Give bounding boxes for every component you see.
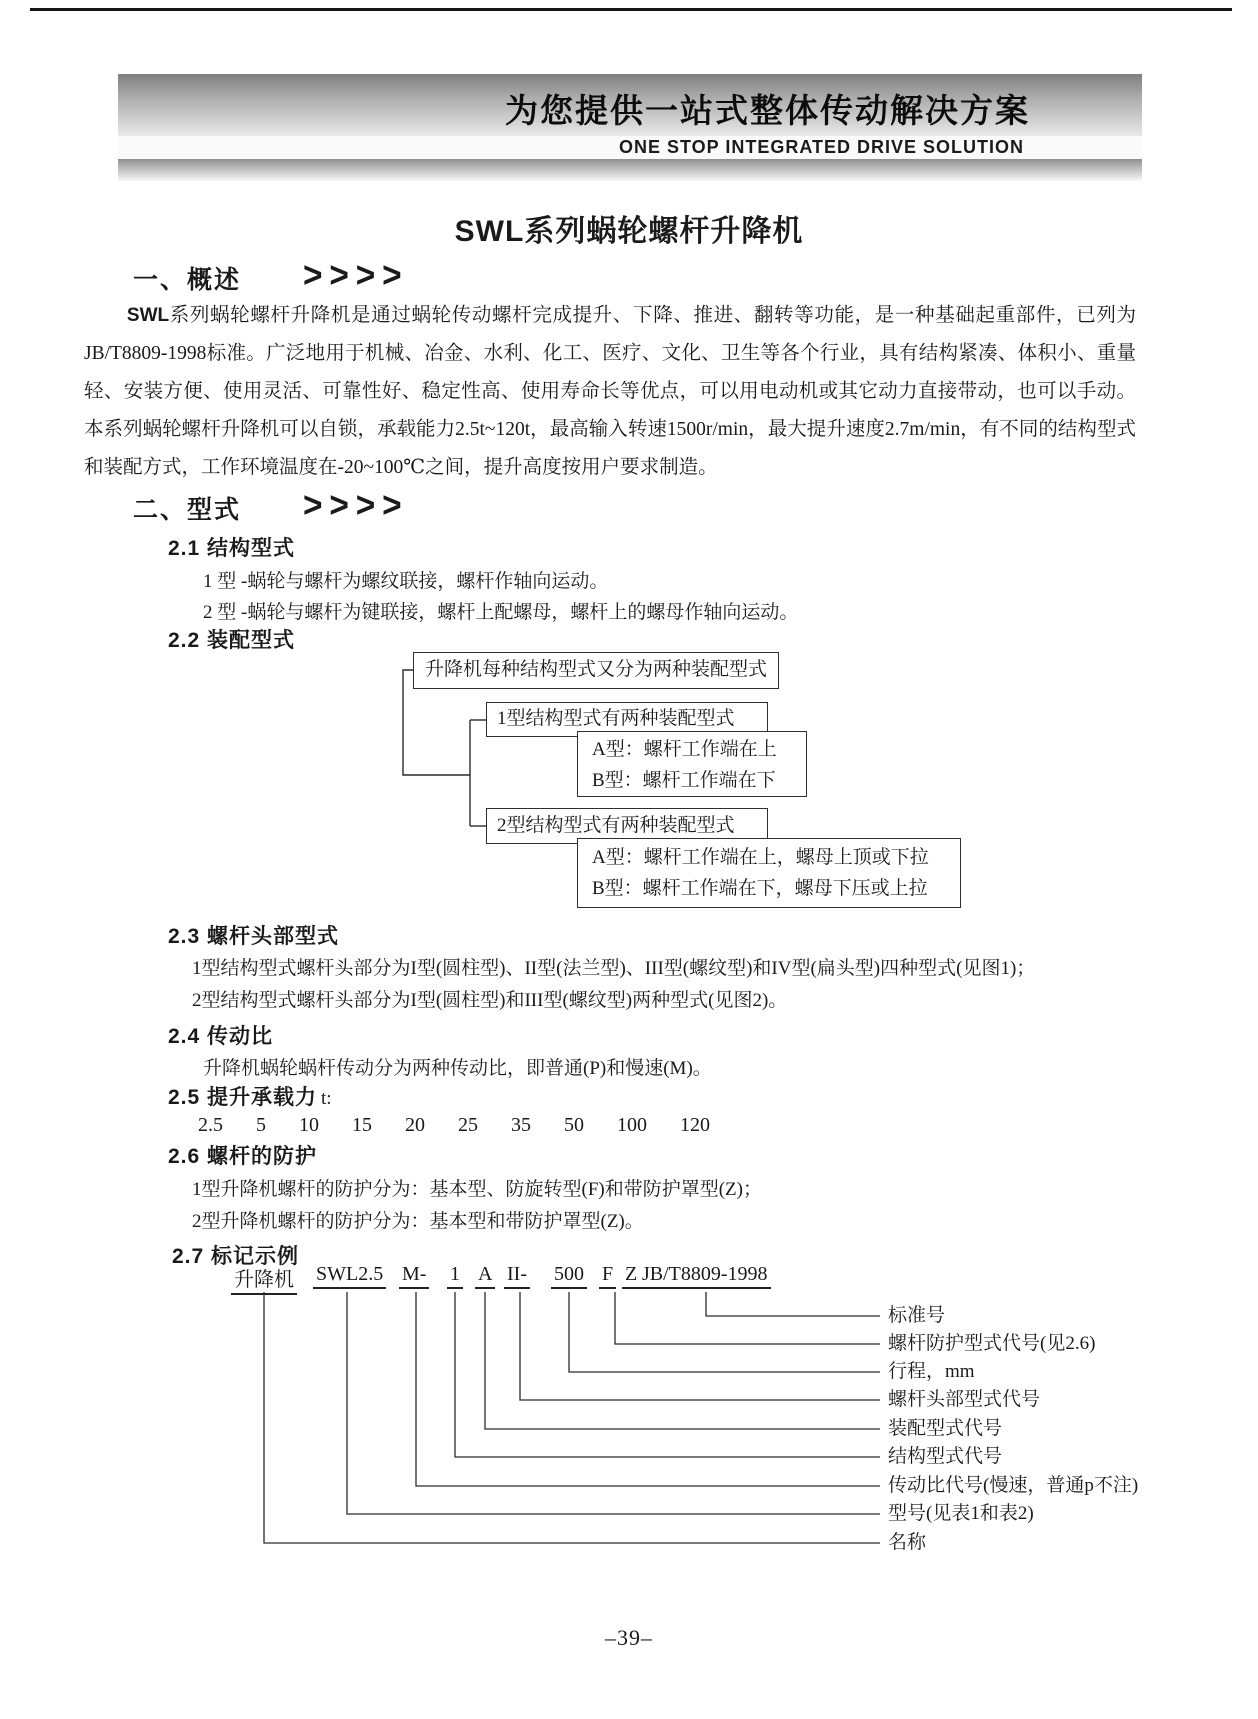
load-value: 35 [511, 1114, 531, 1136]
label-travel: 行程，mm [888, 1361, 975, 1382]
overview-lead: SWL [126, 305, 170, 326]
label-standard: 标准号 [888, 1305, 946, 1326]
s27-heading: 2.7 标记示例 [172, 1245, 300, 1268]
diagram-type1-box: 1型结构型式有两种装配型式 [486, 702, 768, 737]
load-value: 120 [680, 1114, 710, 1136]
s23-item-1: 1型结构型式螺杆头部分为I型(圆柱型)、II型(法兰型)、III型(螺纹型)和IV型(扁头型)四种型式(见图1)； [192, 958, 1036, 979]
label-structure: 结构型式代号 [888, 1446, 1003, 1467]
code-protection-z: Z [622, 1263, 640, 1289]
code-travel: 500 [551, 1263, 587, 1289]
s24-item-1: 升降机蜗轮蜗杆传动分为两种传动比，即普通(P)和慢速(M)。 [203, 1058, 712, 1079]
header-english-strip [118, 136, 1142, 159]
diagram-type2-ab-box [577, 838, 961, 908]
code-standard: JB/T8809-1998 [639, 1263, 771, 1289]
load-value: 5 [256, 1114, 266, 1136]
s22-heading: 2.2 装配型式 [168, 629, 296, 652]
s26-item-2: 2型升降机螺杆的防护分为：基本型和带防护罩型(Z)。 [192, 1211, 644, 1232]
diagram-type1-a: A型：螺杆工作端在上 [592, 739, 777, 760]
load-value: 25 [458, 1114, 478, 1136]
s25-values-row [198, 1114, 710, 1137]
s24-heading: 2.4 传动比 [168, 1025, 274, 1048]
s21-item-1: 1 型 -蜗轮与螺杆为螺纹联接，螺杆作轴向运动。 [203, 571, 609, 592]
s23-heading: 2.3 螺杆头部型式 [168, 925, 340, 948]
code-ratio: M- [399, 1263, 429, 1289]
diagram-type1-b: B型：螺杆工作端在下 [592, 770, 776, 791]
label-assembly: 装配型式代号 [888, 1418, 1003, 1439]
s25-unit: t: [321, 1088, 332, 1109]
diagram-root-box: 升降机每种结构型式又分为两种装配型式 [413, 652, 779, 689]
chevrons-icon: >>>> [303, 485, 409, 526]
code-assembly: A [475, 1263, 495, 1289]
code-model: SWL2.5 [313, 1263, 386, 1289]
load-value: 2.5 [198, 1114, 223, 1136]
diagram-type1-ab-box [577, 731, 807, 797]
header-gray-bar [118, 159, 1142, 181]
label-model: 型号(见表1和表2) [888, 1503, 1034, 1524]
section2-heading: 二、型式 [133, 496, 242, 524]
load-value: 100 [617, 1114, 647, 1136]
section2-heading-row [133, 485, 409, 526]
load-value: 50 [564, 1114, 584, 1136]
s25-heading: 2.5 提升承载力 [168, 1086, 318, 1109]
s26-item-1: 1型升降机螺杆的防护分为：基本型、防旋转型(F)和带防护罩型(Z)； [192, 1179, 762, 1200]
code-protection-f: F [599, 1263, 616, 1289]
chevrons-icon: >>>> [303, 255, 409, 296]
diagram-type2-box: 2型结构型式有两种装配型式 [486, 808, 768, 844]
page-title: SWL系列蜗轮螺杆升降机 [454, 215, 804, 248]
s21-heading: 2.1 结构型式 [168, 537, 296, 560]
code-head-type: II- [504, 1263, 530, 1289]
section1-heading: 一、概述 [133, 266, 242, 294]
label-name: 名称 [888, 1532, 927, 1553]
diagram-type2-b: B型：螺杆工作端在下，螺母下压或上拉 [592, 878, 928, 899]
top-rule [30, 8, 1232, 11]
page-number: –39– [605, 1625, 653, 1650]
code-structure: 1 [447, 1263, 463, 1289]
section1-heading-row [133, 255, 409, 296]
code-name: 升降机 [231, 1263, 297, 1295]
slogan-chinese: 为您提供一站式整体传动解决方案 [505, 94, 1030, 130]
s25-heading-row [168, 1081, 332, 1111]
slogan-english: ONE STOP INTEGRATED DRIVE SOLUTION [618, 137, 1024, 157]
s23-item-2: 2型结构型式螺杆头部分为I型(圆柱型)和III型(螺纹型)两种型式(见图2)。 [192, 990, 788, 1011]
load-value: 15 [352, 1114, 372, 1136]
marking-leader-lines [0, 1285, 1003, 1565]
label-head-type: 螺杆头部型式代号 [888, 1389, 1041, 1410]
header-banner [118, 74, 1142, 137]
s21-item-2: 2 型 -蜗轮与螺杆为键联接，螺杆上配螺母，螺杆上的螺母作轴向运动。 [203, 602, 799, 623]
diagram-type2-a: A型：螺杆工作端在上，螺母上顶或下拉 [592, 847, 929, 868]
overview-body: 系列蜗轮螺杆升降机是通过蜗轮传动螺杆完成提升、下降、推进、翻转等功能，是一种基础起重部件，已列为JB/T8809-1998标准。广泛地用于机械、冶金、水利、化工、医疗、文化、卫生等各个行业，具有结构紧凑、体积小、重量轻、安装方便、使用灵活、可靠性好、稳定性高、使用寿命长等优点，可以用电动机或其它动力直接带动，也可以手动。本系列蜗轮螺杆升降机可以自锁，承载能力2.5t~120t，最高输入转速1500r/min，最大提升速度2.7m/min，有不同的结构型式和装配方式，工作环境温度在-20~100℃之间，提升高度按用户要求制造。 [84, 305, 1136, 478]
s26-heading: 2.6 螺杆的防护 [168, 1145, 318, 1168]
load-value: 20 [405, 1114, 425, 1136]
overview-paragraph [84, 297, 1136, 487]
load-value: 10 [299, 1114, 319, 1136]
label-ratio: 传动比代号(慢速，普通p不注) [888, 1475, 1139, 1496]
label-protection: 螺杆防护型式代号(见2.6) [888, 1333, 1096, 1354]
